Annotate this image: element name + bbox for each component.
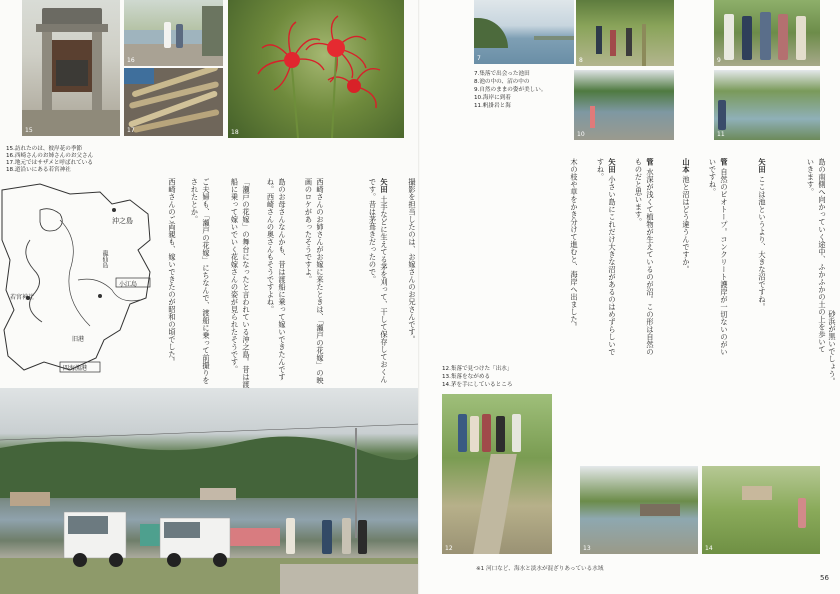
text-column: 管 水深が浅くて植物が生えているのが沼。この形は自然のものだと思います。 bbox=[634, 158, 655, 356]
caption: 10.海岸に到着 bbox=[474, 95, 511, 101]
caption: 11.帆掛岩と海 bbox=[474, 103, 511, 109]
text-column: 矢田 ここは池というより、大きな沼ですね。 bbox=[758, 158, 767, 311]
photo-road bbox=[124, 0, 223, 66]
caption: 17.地元ではサザメと呼ばれている bbox=[6, 160, 93, 166]
photo-shrine-gate bbox=[22, 0, 120, 136]
photo-number: 9 bbox=[717, 57, 721, 64]
text-column: ご夫婦も、「瀬戸の花嫁」にちなんで、渡船に乗って前撮りをされたとか。 bbox=[190, 178, 211, 385]
text-column: 山本 池と沼はどう違うんですか。 bbox=[682, 158, 691, 274]
map-label: 若宮神社 bbox=[10, 294, 35, 301]
photo-beach bbox=[574, 70, 674, 140]
photo-number: 18 bbox=[231, 129, 239, 136]
text-column: 管 自然のビオトープ。コンクリート護岸が一切ないのがいいですね。 bbox=[708, 158, 729, 356]
photo-number: 14 bbox=[705, 545, 713, 552]
caption: 18.道沿いにある若宮神社 bbox=[6, 167, 71, 173]
text-column: 「瀬戸の花嫁」の舞台になったと言われている沖之島。昔は渡船に乗って嫁いでいく花嫁さんの姿が見られたそうです。 bbox=[230, 178, 251, 388]
photo-fish bbox=[124, 68, 223, 136]
photo-number: 7 bbox=[477, 55, 481, 62]
photo-bamboo-path bbox=[576, 0, 674, 66]
text-column: 矢田 土手などに生えてる茅を刈って、干して保存しておくんです。昔は茅葺きだったので。 bbox=[368, 178, 389, 384]
caption: 13.集落をながめる bbox=[442, 374, 491, 380]
island-map bbox=[0, 180, 160, 390]
footnote: ※1 河口など、海水と淡水が混ざりあっている水域 bbox=[476, 566, 604, 572]
photo-group bbox=[714, 0, 820, 66]
photo-number: 15 bbox=[25, 127, 33, 134]
text-column: 西崎さんのご両親も、嫁いできたのが昭和の頃でした。 bbox=[168, 178, 177, 366]
map-label: 小江島 bbox=[119, 281, 138, 288]
photo-number: 16 bbox=[127, 57, 135, 64]
photo-red-spider-lily bbox=[228, 0, 404, 138]
text-column: 矢田 小さい島にこれだけ大きな沼があるのはめずらしいですね。 bbox=[596, 158, 617, 356]
map-label: 沖之島 bbox=[112, 217, 133, 225]
right-page bbox=[420, 0, 840, 594]
landscape-drawing bbox=[0, 388, 420, 594]
photo-number: 8 bbox=[579, 57, 583, 64]
caption: 15.訪れたのは、彼岸花の季節 bbox=[6, 146, 83, 152]
photo-pond bbox=[714, 70, 820, 140]
map-label: 龍仙島 bbox=[101, 250, 108, 268]
caption: 16.西崎さんのお姉さんのお父さん bbox=[6, 153, 94, 159]
page-number: 56 bbox=[820, 574, 829, 582]
photo-number: 17 bbox=[127, 127, 135, 134]
photo-number: 11 bbox=[717, 131, 725, 138]
photo-harbor-landscape bbox=[0, 388, 420, 594]
caption: 7.集落で出会った池田 bbox=[474, 71, 530, 77]
text-column: 西崎さんのお姉さんがお嫁に来たときは、「瀬戸の花嫁」の映画のロケがあったそうですよ。 bbox=[304, 178, 325, 385]
text-column: 島のお母さんなんかも、昔は渡船に乗って嫁いできたんですね。西崎さんの奥さんもそうですよね。 bbox=[266, 178, 287, 381]
caption: 12.集落で見つけた「出水」 bbox=[442, 366, 513, 372]
map-label: 四海漁港 bbox=[63, 365, 88, 372]
text-column: 砂浜が黒いでしょう。 bbox=[828, 310, 837, 385]
caption: 8.池の中の、沼の中の bbox=[474, 79, 530, 85]
photo-number: 10 bbox=[577, 131, 585, 138]
map-label: 旧港 bbox=[72, 336, 85, 343]
photo-harbor bbox=[580, 466, 698, 554]
text-column: 島の南側へ向かっていく途中、ふかふかの土の上を歩いていきます。 bbox=[806, 158, 827, 353]
photo-number: 12 bbox=[445, 545, 453, 552]
caption: 14.茅を手にしているところ bbox=[442, 382, 513, 388]
photo-number: 13 bbox=[583, 545, 591, 552]
photo-coast bbox=[474, 0, 574, 64]
photo-garden bbox=[702, 466, 820, 554]
photo-path-people bbox=[442, 394, 552, 554]
caption: 9.自然のままの姿が美しい。 bbox=[474, 87, 547, 93]
lily-flowers bbox=[228, 0, 404, 138]
text-column: 木の枝や草をかき分けて進むと、海岸へ出ました。 bbox=[570, 158, 579, 331]
text-column: 撮影を担当したのは、お嫁さんのお兄さんです。 bbox=[408, 178, 417, 343]
